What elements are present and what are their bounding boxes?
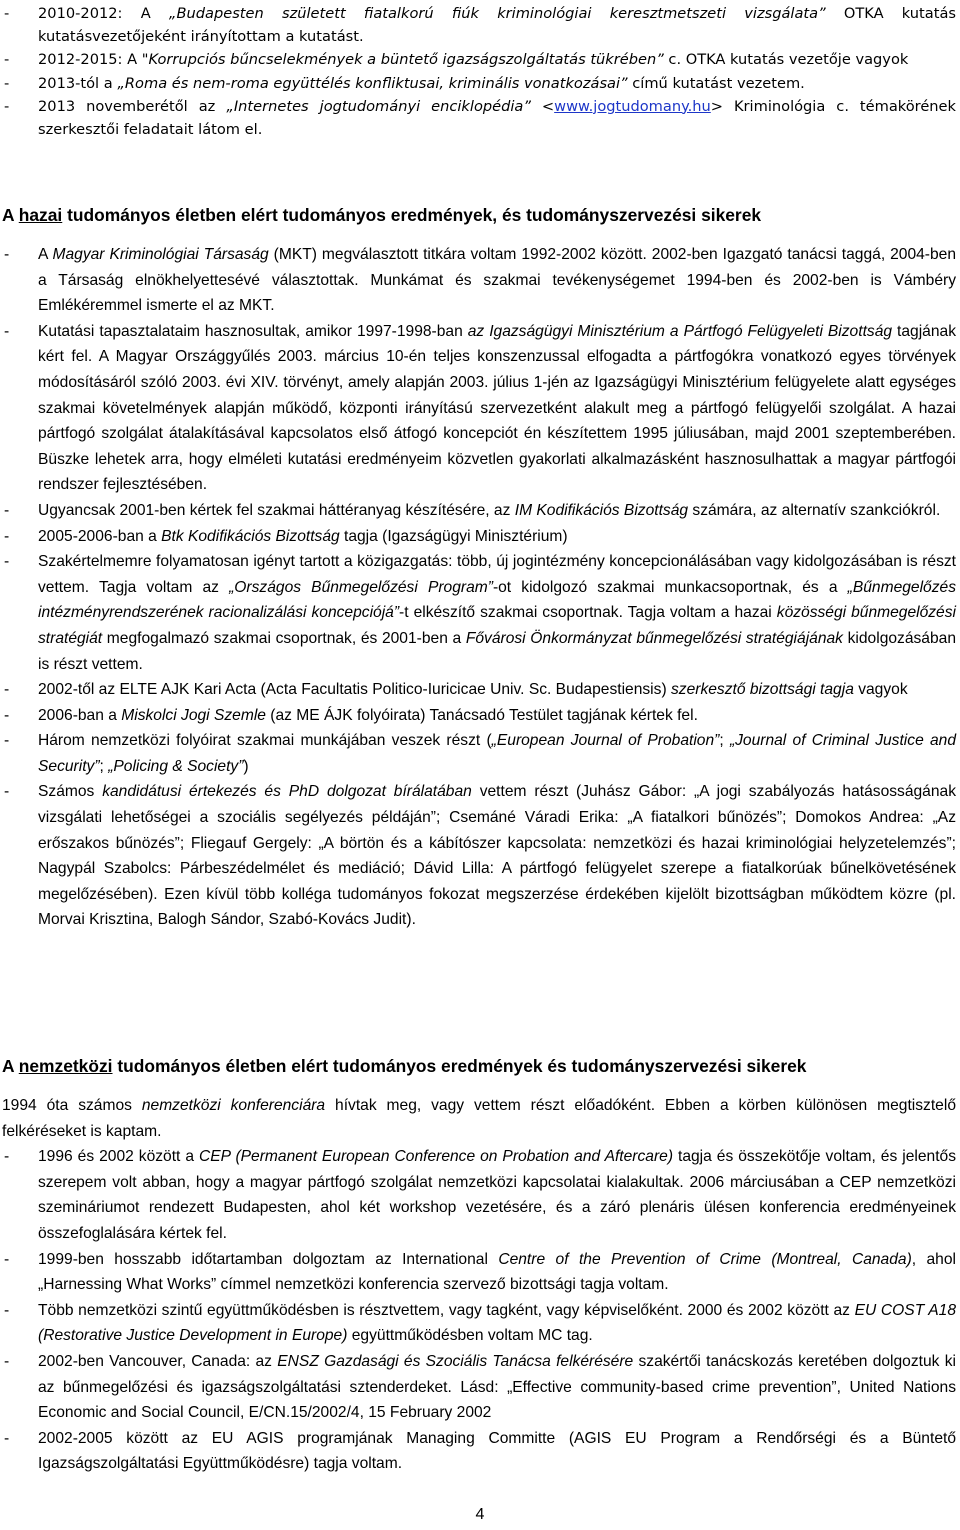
list-item: - 2013 novemberétől az „Internetes jogtudományi enciklopédia” <www.jogtudomany.hu> Kriminológia c. témakörének szerkesztői feladatait látom el. <box>0 95 956 141</box>
international-achievements-list <box>0 1144 956 1477</box>
list-item: - 2006-ban a Miskolci Jogi Szemle (az ME ÁJK folyóirata) Tanácsadó Testület tagjának kértek fel. <box>0 703 956 729</box>
list-item: - Három nemzetközi folyóirat szakmai munkájában veszek részt („European Journal of Probation”; „Journal of Criminal Justice and Security”; „Policing & Society”) <box>0 728 956 779</box>
list-item: - Ugyancsak 2001-ben kértek fel szakmai háttéranyag készítésére, az IM Kodifikációs Bizottság számára, az alternatív szankciókról. <box>0 498 956 524</box>
section-heading-international: A nemzetközi tudományos életben elért tudományos eredmények és tudományszervezési sikerek <box>2 1056 807 1076</box>
list-item: - 2002-től az ELTE AJK Kari Acta (Acta Facultatis Politico-Iuricicae Univ. Sc. Budapestiensis) szerkesztő bizottsági tagja vagyok <box>0 677 956 703</box>
list-item: - 1996 és 2002 között a CEP (Permanent European Conference on Probation and Aftercare) tagja és összekötője voltam, és jelentős szerepem volt abban, hogy a magyar pártfogó szolgálat nemzetközi kapcsolatai kialakultak. 2006 márciusában a CEP nemzetközi szemináriumot rendezett Budapesten, ahol két workshop vezetésére, és a záró plenáris ülésen konferencia eredményeinek összefoglalására kértek fel. <box>0 1144 956 1246</box>
list-item: - A Magyar Kriminológiai Társaság (MKT) megválasztott titkára voltam 1992-2002 között. 2002-ben Igazgató tanácsi taggá, 2004-ben a Társaság elnökhelyettesévé választottak. Munkámat és szakmai tevékenységemet 1994-ben és 2002-ben is Vámbéry Emlékéremmel ismerte el az MKT. <box>0 242 956 319</box>
list-item: - 2002-ben Vancouver, Canada: az ENSZ Gazdasági és Szociális Tanácsa felkérésére szakértői tanácskozás keretében dolgoztuk ki az bűnmegelőzési és igazságszolgáltatási sztenderdeket. Lásd: „Effective community-based crime prevention”, United Nations Economic and Social Council, E/CN.15/2002/4, 15 February 2002 <box>0 1349 956 1426</box>
jogtudomany-link[interactable]: www.jogtudomany.hu <box>554 97 711 115</box>
list-item: - 1999-ben hosszabb időtartamban dolgoztam az International Centre of the Prevention of Crime (Montreal, Canada), ahol „Harnessing What Works” címmel nemzetközi konferencia szervező bizottsági tagja voltam. <box>0 1247 956 1298</box>
international-intro: 1994 óta számos nemzetközi konferenciára hívtak meg, vagy vettem részt előadóként. Ebben a körben különösen megtisztelő felkéréseket is kaptam. <box>2 1097 956 1140</box>
section-heading-domestic: A hazai tudományos életben elért tudományos eredmények, és tudományszervezési sikerek <box>2 205 762 225</box>
list-item: - 2013-tól a „Roma és nem-roma együttélés konfliktusai, kriminális vonatkozásai” című kutatást vezetem. <box>0 72 956 95</box>
list-item: - Több nemzetközi szintű együttműködésben is résztvettem, vagy tagként, vagy képviselőként. 2000 és 2002 között az EU COST A18 (Restorative Justice Development in Europe) együttműködésben voltam MC tag. <box>0 1298 956 1349</box>
list-item: - 2012-2015: A "Korrupciós bűncselekmények a büntető igazságszolgáltatás tükrében” c. OTKA kutatás vezetője vagyok <box>0 48 956 71</box>
page-number: 4 <box>475 1506 485 1523</box>
list-item: - Kutatási tapasztalataim hasznosultak, amikor 1997-1998-ban az Igazságügyi Minisztérium a Pártfogó Felügyeleti Bizottság tagjának kért fel. A Magyar Országgyűlés 2003. március 10-én teljes konszenzussal elfogadta a pártfogókra vonatkozó egyes törvények módosításáról szóló 2003. évi XIV. törvényt, amely alapján 2003. július 1-jén az Igazságügyi Minisztérium felügyelete alatt egységes szakmai követelmények alapján működő, központi irányítású szervezetként alakult meg a pártfogó felügyelői szolgálat. A hazai pártfogó szolgálat átalakításával kapcsolatos első átfogó koncepciót én készítettem 1995 júliusában, majd 2001 szeptemberében. Büszke lehetek arra, hogy elméleti kutatási eredményeim közvetlen gyakorlati alkalmazásként hasznosulhattak a magyar pártfogói rendszer fejlesztésében. <box>0 319 956 498</box>
list-item: - 2010-2012: A „Budapesten született fiatalkorú fiúk kriminológiai keresztmetszeti vizsgálata” OTKA kutatás kutatásvezetőjeként irányítottam a kutatást. <box>0 2 956 48</box>
list-item: - Szakértelmemre folyamatosan igényt tartott a közigazgatás: több, új jogintézmény koncepcionálásában vagy kidolgozásában is részt vettem. Tagja voltam az „Országos Bűnmegelőzési Program”-ot kidolgozó szakmai munkacsoportnak, és a „Bűnmegelőzés intézményrendszerének racionalizálási koncepciójá”-t elkészítő szakmai csoportnak. Tagja voltam a hazai közösségi bűnmegelőzési stratégiát megfogalmazó szakmai csoportnak, és 2001-ben a Fővárosi Önkormányzat bűnmegelőzési stratégiájának kidolgozásában is részt vettem. <box>0 549 956 677</box>
international-section <box>0 1093 956 1477</box>
list-item: - 2002-2005 között az EU AGIS programjának Managing Committe (AGIS EU Program a Rendőrségi és a Büntető Igazságszolgáltatási Együttműködésre) tagja voltam. <box>0 1426 956 1477</box>
list-item: - 2005-2006-ban a Btk Kodifikációs Bizottság tagja (Igazságügyi Minisztérium) <box>0 524 956 550</box>
domestic-achievements-list <box>0 242 956 933</box>
list-item: - Számos kandidátusi értekezés és PhD dolgozat bírálatában vettem részt (Juhász Gábor: „A jogi szabályozás hatásosságának vizsgálati lehetőségei a szociális segélyezés példáján”; Csemáné Váradi Erika: „A fiatalkori bűnözés”; Domokos Andrea: „Az erőszakos bűnözés”; Fliegauf Gergely: „A börtön és a kábítószer kapcsolata: nemzetközi és hazai kriminológiai helyzetelemzés”; Nagypál Szabolcs: Párbeszédelmélet és mediáció; Dávid Lilla: A pártfogó felügyelet szerepe a fiatalkorúak bűnelkövetésének megelőzésében). Ezen kívül több kollégа tudományos fokozat megszerzése érdekében kijelölt bizottságban működtem közre (pl. Morvai Krisztina, Balogh Sándor, Szabó-Kovács Judit). <box>0 779 956 933</box>
research-list <box>0 2 956 141</box>
